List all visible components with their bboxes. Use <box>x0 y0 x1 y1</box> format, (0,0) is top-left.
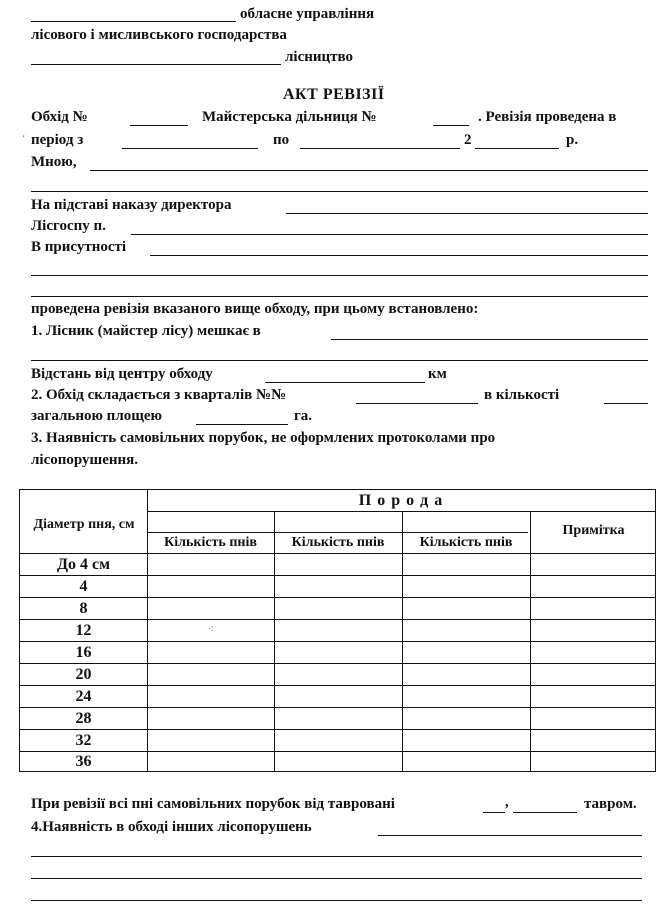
by-me-blank-2[interactable] <box>31 191 648 192</box>
branded-blank-2[interactable] <box>513 812 577 813</box>
presence-blank-3[interactable] <box>31 296 648 297</box>
km-label: км <box>428 366 447 382</box>
obkhid-label: Обхід № <box>31 109 88 125</box>
period-to-blank[interactable] <box>300 148 460 149</box>
row-diameter-label: 28 <box>75 709 92 727</box>
species-header: П о р о д а <box>358 492 444 509</box>
row-diameter-label: 4 <box>79 577 88 595</box>
diameter-header: Діаметр пня, см <box>33 517 135 532</box>
year-blank[interactable] <box>475 148 559 149</box>
by-me-label: Мною, <box>31 154 77 170</box>
order-basis-blank[interactable] <box>286 213 648 214</box>
item1-blank[interactable] <box>331 339 648 340</box>
obkhid-blank[interactable] <box>130 125 188 126</box>
presence-blank[interactable] <box>150 255 648 256</box>
distance-label: Відстань від центру обходу <box>31 366 213 382</box>
item4-blank-2[interactable] <box>31 856 642 857</box>
count-header-1: Кількість пнів <box>164 535 257 550</box>
document-title: АКТ РЕВІЗІЇ <box>283 86 385 103</box>
count-header-2: Кількість пнів <box>291 535 385 550</box>
item1-blank-2[interactable] <box>31 360 648 361</box>
year-suffix: р. <box>566 132 579 148</box>
by-me-blank[interactable] <box>90 170 648 171</box>
scan-speck: ˑ˸ <box>208 625 214 636</box>
scan-speck: ʻ <box>22 134 26 145</box>
item3-line2: лісопорушення. <box>31 452 138 468</box>
area-blank[interactable] <box>196 424 288 425</box>
quarters-blank[interactable] <box>356 403 478 404</box>
branded-text: При ревізії всі пні самовільних порубок від тавровані <box>31 796 395 812</box>
period-from-label: період з <box>31 132 84 148</box>
row-diameter-label: 16 <box>75 643 92 661</box>
header-line2: лісового і мисливського господарства <box>31 27 287 43</box>
header-line3: лісництво <box>285 49 354 65</box>
item4-blank[interactable] <box>378 835 642 836</box>
count-header-3: Кількість пнів <box>419 535 513 550</box>
ha-label: га. <box>294 408 313 424</box>
item2-label: 2. Обхід складається з кварталів №№ <box>31 387 287 403</box>
period-from-blank[interactable] <box>122 148 258 149</box>
order-basis-label: На підставі наказу директора <box>31 197 232 213</box>
item1-label: 1. Лісник (майстер лісу) мешкає в <box>31 323 261 339</box>
row-diameter-label: 24 <box>75 687 92 705</box>
conducted-text: проведена ревізія вказаного вище обходу, при цьому встановлено: <box>31 301 479 317</box>
branded-blank-1[interactable] <box>483 812 505 813</box>
quantity-blank[interactable] <box>604 403 648 404</box>
presence-blank-2[interactable] <box>31 275 648 276</box>
header-line1: обласне управління <box>240 6 375 22</box>
year-prefix: 2 <box>464 132 472 148</box>
presence-label: В присутності <box>31 239 127 255</box>
row-diameter-label: До 4 см <box>56 555 110 573</box>
brand-label: тавром. <box>584 796 637 812</box>
illegal-cutting-table <box>19 489 656 772</box>
lisgosp-blank[interactable] <box>131 234 648 235</box>
row-diameter-label: 8 <box>79 599 88 617</box>
note-header: Примітка <box>562 523 625 538</box>
maisterska-label: Майстерська дільниця № <box>202 109 377 125</box>
row-diameter-label: 12 <box>75 621 92 639</box>
item4-blank-4[interactable] <box>31 900 642 901</box>
row-diameter-label: 32 <box>75 731 92 749</box>
quantity-label: в кількості <box>484 387 560 403</box>
distance-blank[interactable] <box>265 382 425 383</box>
region-blank[interactable] <box>31 21 236 22</box>
branded-comma: , <box>505 794 509 810</box>
item4-blank-3[interactable] <box>31 878 642 879</box>
row-diameter-label: 36 <box>75 752 92 770</box>
item3-line1: 3. Наявність самовільних порубок, не оформлених протоколами про <box>31 430 496 446</box>
row-diameter-label: 20 <box>75 665 92 683</box>
revision-done-label: . Ревізія проведена в <box>478 109 617 125</box>
lisgosp-label: Лісгоспу п. <box>31 218 106 234</box>
maisterska-blank[interactable] <box>433 125 469 126</box>
area-label: загальною площею <box>31 408 163 424</box>
table-row-line <box>147 511 655 512</box>
item4-label: 4.Наявність в обході інших лісопорушень <box>31 819 312 835</box>
period-to-label: по <box>273 132 290 148</box>
forestry-blank[interactable] <box>31 64 281 65</box>
